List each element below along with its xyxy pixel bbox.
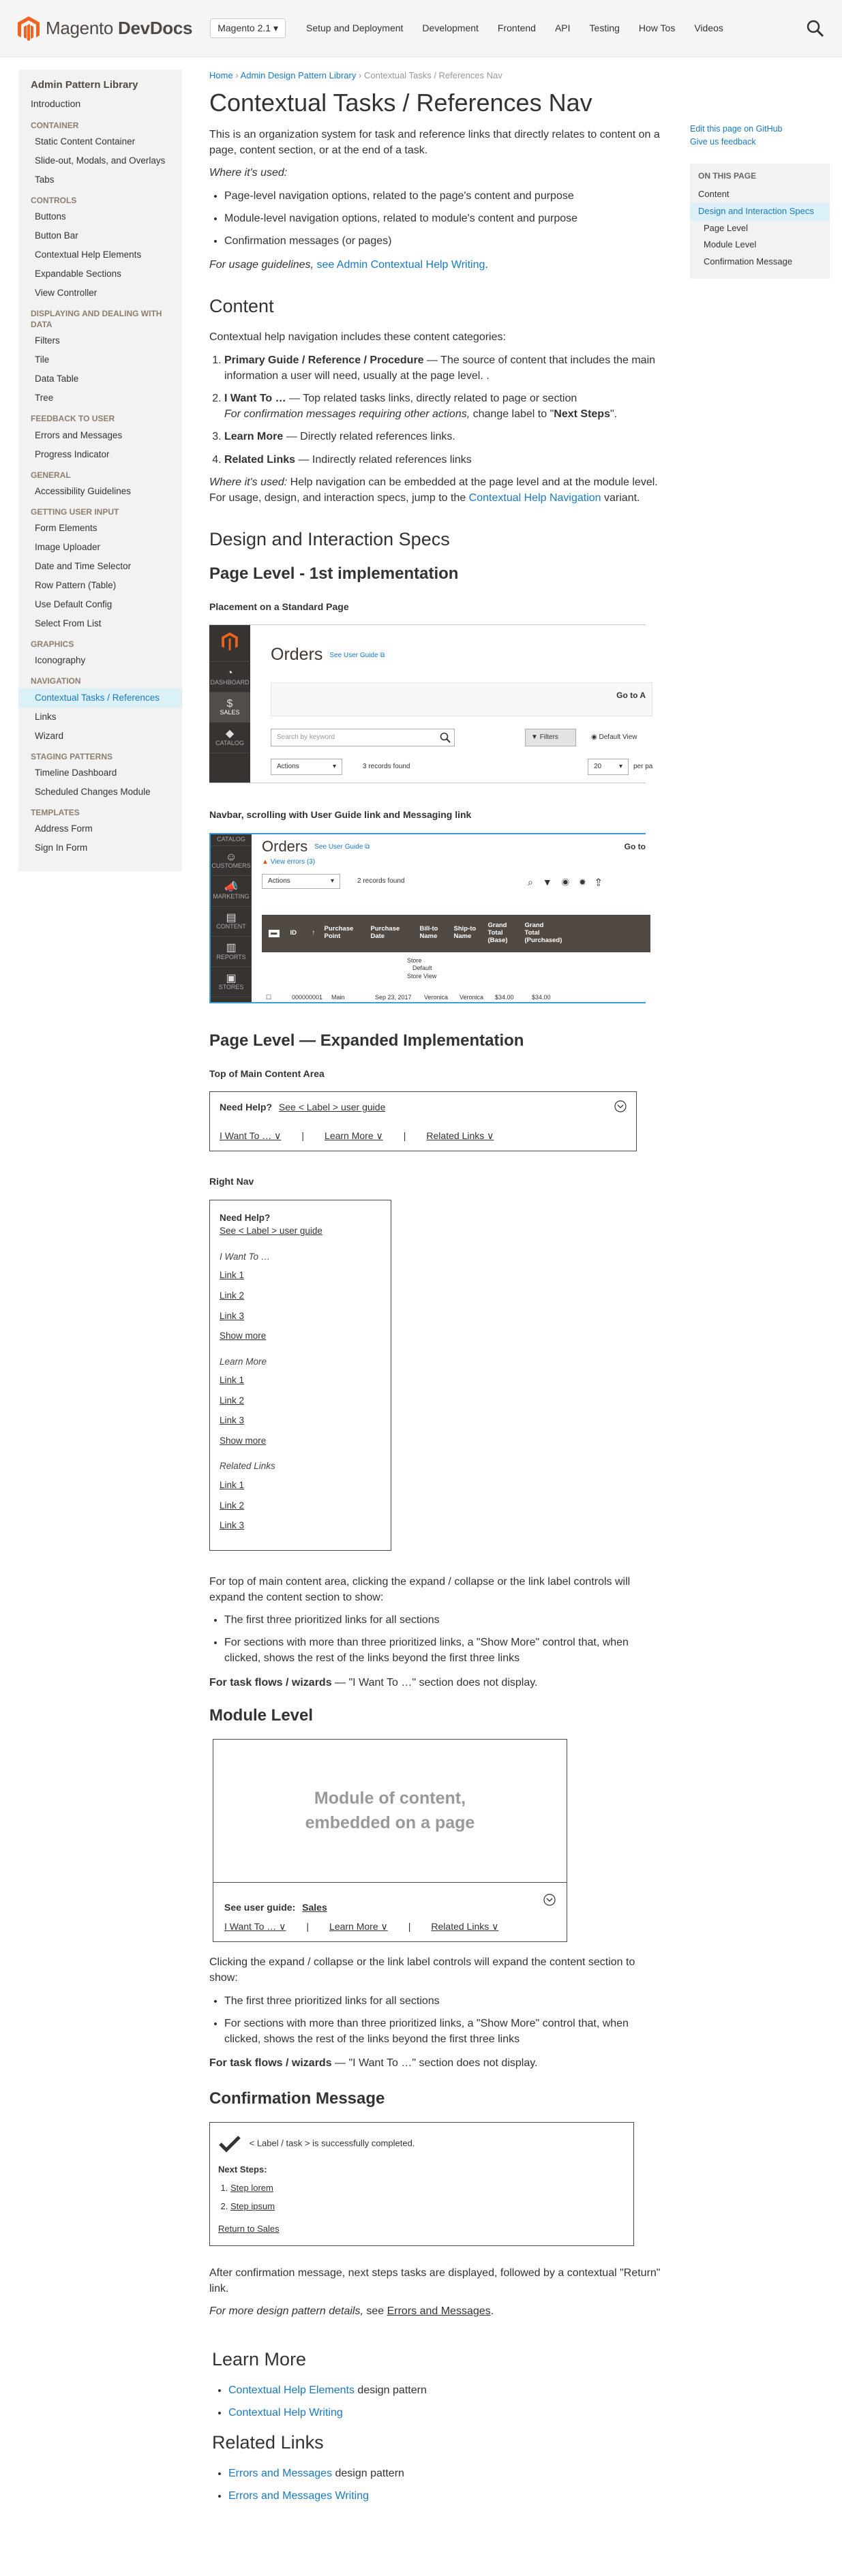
right-nav-label: Right Nav (209, 1176, 254, 1187)
user-guide-link[interactable]: See < Label > user guide (220, 1226, 322, 1237)
chevron-down-icon: ▾ (330, 877, 334, 885)
help-link[interactable]: Link 3 (220, 1310, 245, 1321)
sidebar-item-slide-out-modals-and-overlays[interactable]: Slide-out, Modals, and Overlays (35, 155, 166, 166)
expand-toggle-icon[interactable] (543, 1894, 556, 1906)
learn-more-heading: Learn More (212, 2349, 307, 2370)
list-item: 2. I Want To … — Top related tasks links, directly related to page or section For confirmation messages requiring other actions, change label to "Next Steps". (224, 391, 663, 422)
return-link[interactable]: Return to Sales (218, 2223, 280, 2234)
category-name: Related Links (224, 453, 296, 466)
breadcrumb (209, 70, 663, 82)
magento-logo[interactable] (17, 16, 192, 42)
related-links-heading: Related Links (212, 2431, 324, 2453)
right-nav (690, 123, 830, 279)
admin-sidebar (211, 834, 252, 1002)
admin-logo-icon (209, 625, 250, 662)
checkmark-icon (218, 2135, 241, 2153)
help-link[interactable]: Link 1 (220, 1480, 245, 1490)
column-header: Ship-to Name (453, 925, 477, 941)
column-header: Purchase Date (370, 925, 400, 941)
sidebar-item-accessibility-guidelines[interactable]: Accessibility Guidelines (35, 485, 132, 496)
dollar-icon: $ (226, 697, 233, 710)
orders-title: Orders See User Guide ⧉ (271, 645, 385, 665)
export-icon: ⇪ (595, 876, 611, 888)
records-found: 2 records found (357, 877, 405, 885)
task-flow-note: For task flows / wizards — "I Want To …" section does not display. (209, 2057, 538, 2070)
help-link[interactable]: Link 2 (220, 1500, 245, 1511)
store-line: Default (412, 965, 432, 972)
i-want-to-link[interactable]: I Want To … ∨ (224, 1920, 286, 1932)
search-field-mock: Search by keyword (271, 729, 455, 746)
eye-icon: ◉ (561, 876, 579, 888)
sidebar-section-feedback-to-user: FEEDBACK TO USER (31, 414, 115, 424)
help-link[interactable]: Link 2 (220, 1395, 245, 1406)
main-content (209, 70, 663, 2512)
learn-more-link[interactable]: Learn More ∨ (325, 1130, 383, 1142)
sidebar-item-static-content-container[interactable]: Static Content Container (35, 136, 136, 147)
related-links-link[interactable]: Related Links ∨ (431, 1920, 499, 1932)
module-bullet-list (224, 1993, 663, 2048)
column-header: Grand Total (Purchased) (524, 921, 562, 944)
help-link[interactable]: Link 1 (220, 1375, 245, 1386)
sidebar-item-date-and-time-selector[interactable]: Date and Time Selector (35, 561, 132, 572)
sidebar-section-staging-patterns: STAGING PATTERNS (31, 751, 112, 761)
step-link[interactable]: Step lorem (230, 2182, 273, 2193)
separator: | (306, 1920, 310, 1932)
need-help-label: Need Help? (220, 1212, 271, 1223)
list-item: • Module-level navigation options, related to module's content and purpose (224, 211, 663, 226)
table-cell: Main (331, 993, 345, 1001)
help-group-title: Related Links (220, 1461, 275, 1472)
link-contextual-help-elements[interactable]: Contextual Help Elements (228, 2384, 355, 2397)
link-errors-and-messages-writing[interactable]: Errors and Messages Writing (228, 2489, 369, 2502)
records-found: 3 records found (363, 763, 410, 771)
per-page-label: per pa (633, 763, 653, 771)
list-item: • The first three prioritized links for all sections (224, 1993, 663, 2009)
toc-item-content[interactable]: Content (698, 188, 730, 199)
sidebar-section-getting-user-input: GETTING USER INPUT (31, 506, 119, 517)
per-page-select-mock: 20 ▾ (588, 759, 629, 775)
admin-nav-reports: ▥ REPORTS (211, 937, 252, 967)
grey-bar (271, 682, 652, 716)
sidebar-item-expandable-sections[interactable]: Expandable Sections (35, 269, 121, 279)
table-cell: $34.00 (495, 993, 514, 1001)
sidebar-item-data-table[interactable]: Data Table (35, 374, 79, 384)
help-link[interactable]: Link 3 (220, 1520, 245, 1531)
help-group-title: I Want To … (220, 1251, 271, 1262)
link-errors-and-messages[interactable]: Errors and Messages (228, 2467, 333, 2479)
list-item: • For sections with more than three prioritized links, a "Show More" control that, when clicked, shows the rest of the links beyond the first three links (224, 2016, 663, 2047)
specs-heading: Design and Interaction Specs (209, 529, 450, 550)
help-box-right-nav (209, 1200, 391, 1551)
navbar-scrolling-screenshot (209, 833, 646, 1003)
breadcrumb-library[interactable]: Admin Design Pattern Library (240, 70, 357, 80)
category-name: Learn More (224, 431, 284, 443)
content-heading: Content (209, 296, 274, 317)
standard-page-screenshot (209, 624, 653, 783)
expand-text: For top of main content area, clicking the expand / collapse or the link label controls will expand the content section to show: (209, 1575, 631, 1603)
on-this-page (690, 164, 830, 279)
admin-nav-catalog: CATALOG (211, 834, 252, 846)
list-item: • For sections with more than three prioritized links, a "Show More" control that, when clicked, shows the rest of the links beyond the first three links (224, 1635, 663, 1666)
column-header: Purchase Point (324, 925, 354, 941)
nav-frontend[interactable]: Frontend (497, 22, 536, 34)
module-level-heading: Module Level (209, 1706, 314, 1725)
content-intro: Contextual help navigation includes these content categories: (209, 331, 506, 344)
gear-icon: ✹ (578, 876, 596, 888)
admin-nav-catalog: ◆ CATALOG (209, 723, 250, 753)
usage-guidelines: For usage guidelines, see Admin Contextual Help Writing. (209, 259, 488, 271)
category-list (224, 352, 663, 468)
sidebar-item-view-controller[interactable]: View Controller (35, 288, 97, 299)
default-view-mock: ◉ Default View (591, 733, 637, 742)
search-icon[interactable] (806, 19, 825, 38)
page-level-heading: Page Level - 1st implementation (209, 564, 459, 584)
toc-item-confirmation-message[interactable]: Confirmation Message (704, 256, 793, 267)
nav-testing[interactable]: Testing (589, 22, 620, 34)
help-group-title: Learn More (220, 1356, 267, 1367)
sidebar-item-button-bar[interactable]: Button Bar (35, 230, 78, 241)
feedback-link[interactable]: Give us feedback (690, 136, 756, 147)
contextual-help-nav-link[interactable]: Contextual Help Navigation (468, 491, 601, 504)
list-item: • Contextual Help Elements design pattern (228, 2382, 663, 2398)
list-item: 4. Related Links — Indirectly related references links (224, 452, 663, 468)
breadcrumb-current: Contextual Tasks / References Nav (363, 70, 502, 80)
breadcrumb-separator: › (359, 70, 362, 80)
toc-item-design-and-interaction-specs[interactable]: Design and Interaction Specs (690, 203, 830, 220)
help-link[interactable]: Link 3 (220, 1415, 245, 1426)
placement-label: Placement on a Standard Page (209, 601, 349, 613)
help-box-top (209, 1091, 637, 1152)
sidebar-item-contextual-tasks-references[interactable]: Contextual Tasks / References (18, 688, 182, 708)
where-used-list (224, 188, 663, 249)
filters-button-mock: ▼ Filters (525, 729, 576, 746)
sidebar-section-container: CONTAINER (31, 120, 79, 130)
sidebar-item-address-form[interactable]: Address Form (35, 823, 93, 834)
separator: | (408, 1920, 411, 1932)
expand-bullet-list (224, 1612, 663, 1667)
list-item (228, 2405, 663, 2421)
table-cell: Veronica (424, 993, 449, 1001)
nav-api[interactable]: API (554, 22, 571, 34)
breadcrumb-separator: › (235, 70, 239, 80)
orders-title: Orders See User Guide ⧉ (262, 837, 370, 855)
list-item (230, 2182, 625, 2195)
chevron-down-icon: ▾ (332, 763, 336, 771)
list-item: • Confirmation messages (or pages) (224, 233, 663, 249)
store-line: Store (407, 956, 422, 964)
version-selector[interactable]: Magento 2.1 ▾ (210, 18, 286, 37)
sidebar-item-iconography[interactable]: Iconography (35, 655, 86, 666)
user-guide-link: See User Guide ⧉ (314, 843, 370, 851)
learn-more-link[interactable]: Learn More ∨ (329, 1920, 388, 1932)
column-header: Grand Total (Base) (487, 921, 508, 944)
list-item (230, 2200, 625, 2213)
help-link[interactable]: Link 1 (220, 1270, 245, 1281)
module-help-bar (213, 1883, 567, 1942)
goto-label: Go to (624, 841, 646, 851)
admin-nav-sales: $ SALES (209, 693, 250, 723)
select-all-checkbox: ▬ (269, 930, 280, 937)
store-line: Store View (407, 973, 437, 980)
view-errors-link: ▲ View errors (3) (262, 858, 316, 866)
list-item: • The first three prioritized links for all sections (224, 1612, 663, 1628)
eye-icon: ◉ (591, 733, 597, 742)
category-name: I Want To … (224, 393, 286, 405)
sidebar-item-select-from-list[interactable]: Select From List (35, 618, 102, 629)
task-flow-note: For task flows / wizards — "I Want To …" section does not display. (209, 1676, 538, 1688)
nav-development[interactable]: Development (422, 22, 479, 34)
see-user-guide-label: See user guide: (224, 1901, 296, 1913)
sidebar-item-buttons[interactable]: Buttons (35, 211, 66, 222)
sidebar-item-progress-indicator[interactable]: Progress Indicator (35, 449, 110, 459)
user-guide-link[interactable]: See < Label > user guide (278, 1101, 386, 1112)
sidebar-item-wizard[interactable]: Wizard (35, 730, 64, 741)
column-header: Bill-to Name (419, 925, 438, 941)
module-content-placeholder: Module of content, embedded on a page (213, 1740, 567, 1883)
step-link[interactable]: Step ipsum (230, 2200, 275, 2211)
table-row (262, 993, 650, 1002)
sidebar-item-use-default-config[interactable]: Use Default Config (35, 599, 112, 610)
admin-nav-dashboard: ◔ DASHBOARD (209, 662, 250, 692)
grid-header (262, 915, 650, 952)
navbar-label: Navbar, scrolling with User Guide link and Messaging link (209, 809, 472, 821)
table-cell: Veronica (460, 993, 484, 1001)
admin-nav-marketing: 📣 MARKETING (211, 876, 252, 906)
warning-icon: ▲ (262, 858, 269, 866)
admin-sidebar (209, 625, 250, 783)
list-item: 3. Learn More — Directly related references links. (224, 429, 663, 444)
sidebar-item-timeline-dashboard[interactable]: Timeline Dashboard (35, 767, 117, 778)
sidebar-item-sign-in-form[interactable]: Sign In Form (35, 843, 88, 853)
help-category-links (220, 1129, 627, 1142)
breadcrumb-home[interactable]: Home (209, 70, 233, 80)
store-cell (262, 957, 650, 981)
sidebar-item-filters[interactable]: Filters (35, 335, 60, 346)
sidebar-item-form-elements[interactable]: Form Elements (35, 523, 97, 534)
related-links-link[interactable]: Related Links ∨ (426, 1130, 494, 1142)
top-main-label: Top of Main Content Area (209, 1067, 325, 1079)
goto-label: Go to A (616, 691, 646, 701)
where-used-paragraph: Where it's used: Help navigation can be embedded at the page level and at the module level. For usage, design, and interaction specs, jump to the Contextual Help Navigation variant. (209, 476, 658, 504)
column-header: ↑ (312, 928, 316, 937)
confirmation-heading: Confirmation Message (209, 2089, 385, 2108)
user-guide-link: See User Guide ⧉ (329, 651, 385, 659)
module-box (213, 1739, 567, 1943)
page-title: Contextual Tasks / References Nav (209, 88, 592, 117)
module-text: Clicking the expand / collapse or the link label controls will expand the content section to show: (209, 1956, 635, 1984)
top-nav (306, 21, 723, 35)
magento-logo-icon (17, 16, 40, 42)
filter-icon: ▼ (531, 733, 538, 742)
confirmation-box (209, 2122, 634, 2245)
dashboard-icon: ◔ (226, 667, 233, 680)
sales-guide-link[interactable]: Sales (302, 1901, 327, 1913)
stores-icon: ▣ (226, 972, 237, 984)
filter-icon: ▼ (542, 876, 562, 888)
on-this-page-title: ON THIS PAGE (698, 170, 757, 181)
actions-select-mock: Actions ▾ (262, 874, 340, 889)
sidebar-section-displaying-and-dealing-with-data: DISPLAYING AND DEALING WITH DATA (31, 309, 162, 330)
content-icon: ▤ (226, 911, 237, 924)
need-help-label: Need Help? (220, 1101, 273, 1112)
toc-item-page-level[interactable]: Page Level (704, 222, 749, 233)
separator: | (403, 1130, 406, 1142)
sidebar-item-image-uploader[interactable]: Image Uploader (35, 542, 101, 553)
customers-icon: ☺ (225, 851, 237, 863)
admin-nav-stores: ▣ STORES (211, 967, 252, 997)
list-item: • Errors and Messages design pattern (228, 2466, 663, 2481)
sidebar-item-errors-and-messages[interactable]: Errors and Messages (35, 429, 123, 440)
sidebar-item-row-pattern-table[interactable]: Row Pattern (Table) (35, 580, 117, 591)
nav-how-tos[interactable]: How Tos (638, 22, 676, 34)
admin-nav-customers: ☺ CUSTOMERS (211, 846, 252, 876)
sidebar-section-templates: TEMPLATES (31, 807, 80, 817)
nav-setup-and-deployment[interactable]: Setup and Deployment (305, 22, 404, 34)
search-icon: ⌕ (528, 876, 543, 888)
where-used-label: Where it's used: (209, 167, 288, 179)
admin-nav-content: ▤ CONTENT (211, 907, 252, 937)
sidebar-item-tree[interactable]: Tree (35, 393, 54, 404)
list-item (228, 2488, 663, 2504)
table-cell: $34.00 (532, 993, 551, 1001)
table-cell: 000000001 (292, 993, 323, 1001)
megaphone-icon: 📣 (224, 881, 238, 894)
reports-icon: ▥ (226, 942, 237, 954)
search-icon (440, 732, 451, 743)
toc-item-module-level[interactable]: Module Level (704, 239, 757, 250)
left-sidebar (18, 70, 182, 871)
sidebar-item-introduction[interactable]: Introduction (31, 97, 81, 109)
sidebar-item-tabs[interactable]: Tabs (35, 174, 55, 185)
category-note: For confirmation messages requiring other actions, (224, 408, 470, 421)
help-category-links (224, 1920, 556, 1933)
related-links-list (228, 2466, 663, 2504)
expand-toggle-icon[interactable] (614, 1100, 627, 1112)
confirmation-message: < Label / task > is successfully completed. (249, 2138, 415, 2149)
category-name: Primary Guide / Reference / Procedure (224, 354, 424, 366)
sidebar-title[interactable]: Admin Pattern Library (31, 79, 138, 91)
sidebar-item-links[interactable]: Links (35, 711, 57, 722)
sidebar-item-scheduled-changes-module[interactable]: Scheduled Changes Module (35, 786, 151, 797)
grid-toolbar-icons (528, 875, 611, 889)
separator: | (301, 1130, 305, 1142)
sidebar-section-general: GENERAL (31, 470, 71, 480)
table-cell: Sep 23, 2017 (375, 993, 412, 1001)
help-link[interactable]: Link 2 (220, 1290, 245, 1301)
sidebar-item-contextual-help-elements[interactable]: Contextual Help Elements (35, 249, 142, 260)
intro-paragraph: This is an organization system for task and reference links that directly relates to content on a page, content section, or at the end of a task. (209, 129, 660, 157)
errors-messages-link[interactable]: Errors and Messages (387, 2305, 491, 2317)
sidebar-item-tile[interactable]: Tile (35, 354, 50, 365)
nav-videos[interactable]: Videos (694, 22, 723, 34)
sidebar-section-graphics: GRAPHICS (31, 639, 74, 650)
next-steps-label: Next Steps: (218, 2164, 267, 2175)
edit-on-github-link[interactable]: Edit this page on GitHub (690, 124, 783, 134)
show-more-link[interactable]: Show more (220, 1331, 267, 1342)
expanded-heading: Page Level — Expanded Implementation (209, 1031, 524, 1050)
chevron-down-icon: ▾ (618, 763, 622, 771)
show-more-link[interactable]: Show more (220, 1435, 267, 1446)
logo-text: Magento DevDocs (46, 17, 193, 38)
usage-guidelines-link[interactable]: see Admin Contextual Help Writing (316, 259, 485, 271)
top-header (0, 0, 842, 57)
next-steps-term: Next Steps (554, 408, 610, 421)
after-confirm-text: After confirmation message, next steps tasks are displayed, followed by a contextual "Return" link. (209, 2267, 661, 2294)
i-want-to-link[interactable]: I Want To … ∨ (220, 1130, 282, 1142)
catalog-icon: ◆ (225, 728, 235, 740)
actions-select-mock: Actions ▾ (271, 759, 342, 775)
sidebar-section-navigation: NAVIGATION (31, 676, 81, 686)
column-header: ID (290, 928, 297, 937)
list-item: 1. Primary Guide / Reference / Procedure — The source of content that includes the main information a user will need, usually at the page level. . (224, 352, 663, 384)
list-item: • Page-level navigation options, related to the page's content and purpose (224, 188, 663, 204)
row-checkbox: ☐ (266, 993, 272, 1001)
link-contextual-help-writing[interactable]: Contextual Help Writing (228, 2407, 343, 2419)
sidebar-section-controls: CONTROLS (31, 195, 77, 205)
learn-more-list (228, 2382, 663, 2421)
more-details: For more design pattern details, see Errors and Messages. (209, 2305, 494, 2317)
